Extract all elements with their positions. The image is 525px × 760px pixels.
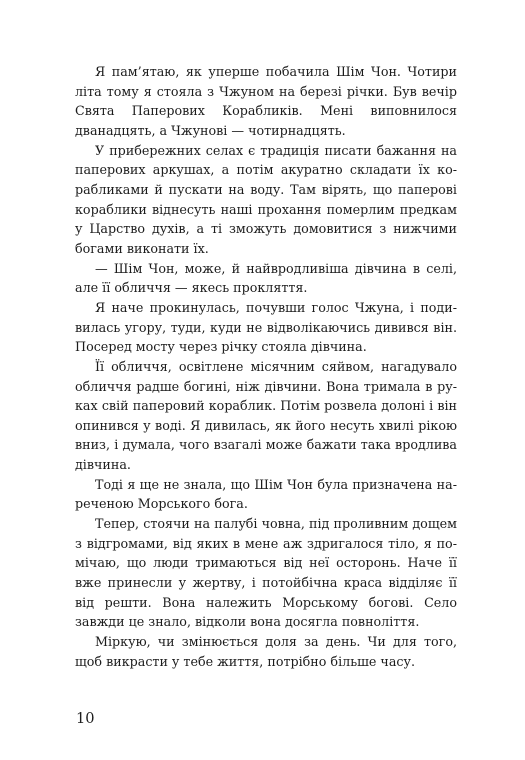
paragraph: Я пам’ятаю, як уперше побачила Шім Чон. Чотири літа тому я стояла з Чжуном на березі річки. Був вечір Свята Паперових Корабликів. Мені виповнилося дванадцять, а Чжунові — чотирнадцять.	[75, 64, 457, 138]
paragraph: Її обличчя, освітлене місячним сяйвом, нагадувало обличчя радше богині, ніж дівчини. Вона тримала в руках свій паперовий кораблик. Потім розвела долоні і він опинився у воді. Я дивилась, як його несуть хвилі рікою вниз, і думала, чого взагалі може бажати така вродлива дівчина.	[75, 358, 457, 473]
paragraph: У прибережних селах є традиція писати бажання на паперових аркушах, а потім акуратно складати їх корабликами й пускати на воду. Там вірять, що паперові кораблики віднесуть наші прохання померлим предкам у Царство духів, а ті зможуть домовитися з нижчими богами виконати їх.	[75, 142, 457, 256]
paragraph: Тоді я ще не знала, що Шім Чон була призначена нареченою Морського бога.	[75, 476, 457, 512]
body-text	[75, 62, 457, 671]
paragraph: — Шім Чон, може, й найвродливіша дівчина в селі, але її обличчя — якесь прокляття.	[75, 260, 457, 296]
page-number: 10	[76, 710, 95, 727]
paragraph: Міркую, чи змінюється доля за день. Чи для того, щоб викрасти у тебе життя, потрібно більше часу.	[75, 634, 457, 669]
paragraph: Тепер, стоячи на палубі човна, під проливним дощем з відгромами, від яких в мене аж здригалося тіло, я помічаю, що люди тримаються від неї осторонь. Наче її вже принесли у жертву, і потойбічна краса відділяє її від решти. Вона належить Морському богові. Село завжди це знало, відколи вона досягла повноліття.	[75, 516, 457, 630]
paragraph: Я наче прокинулась, почувши голос Чжуна, і подивилась угору, туди, куди не відволікаючись дивився він. Посеред мосту через річку стояла дівчина.	[75, 299, 457, 355]
